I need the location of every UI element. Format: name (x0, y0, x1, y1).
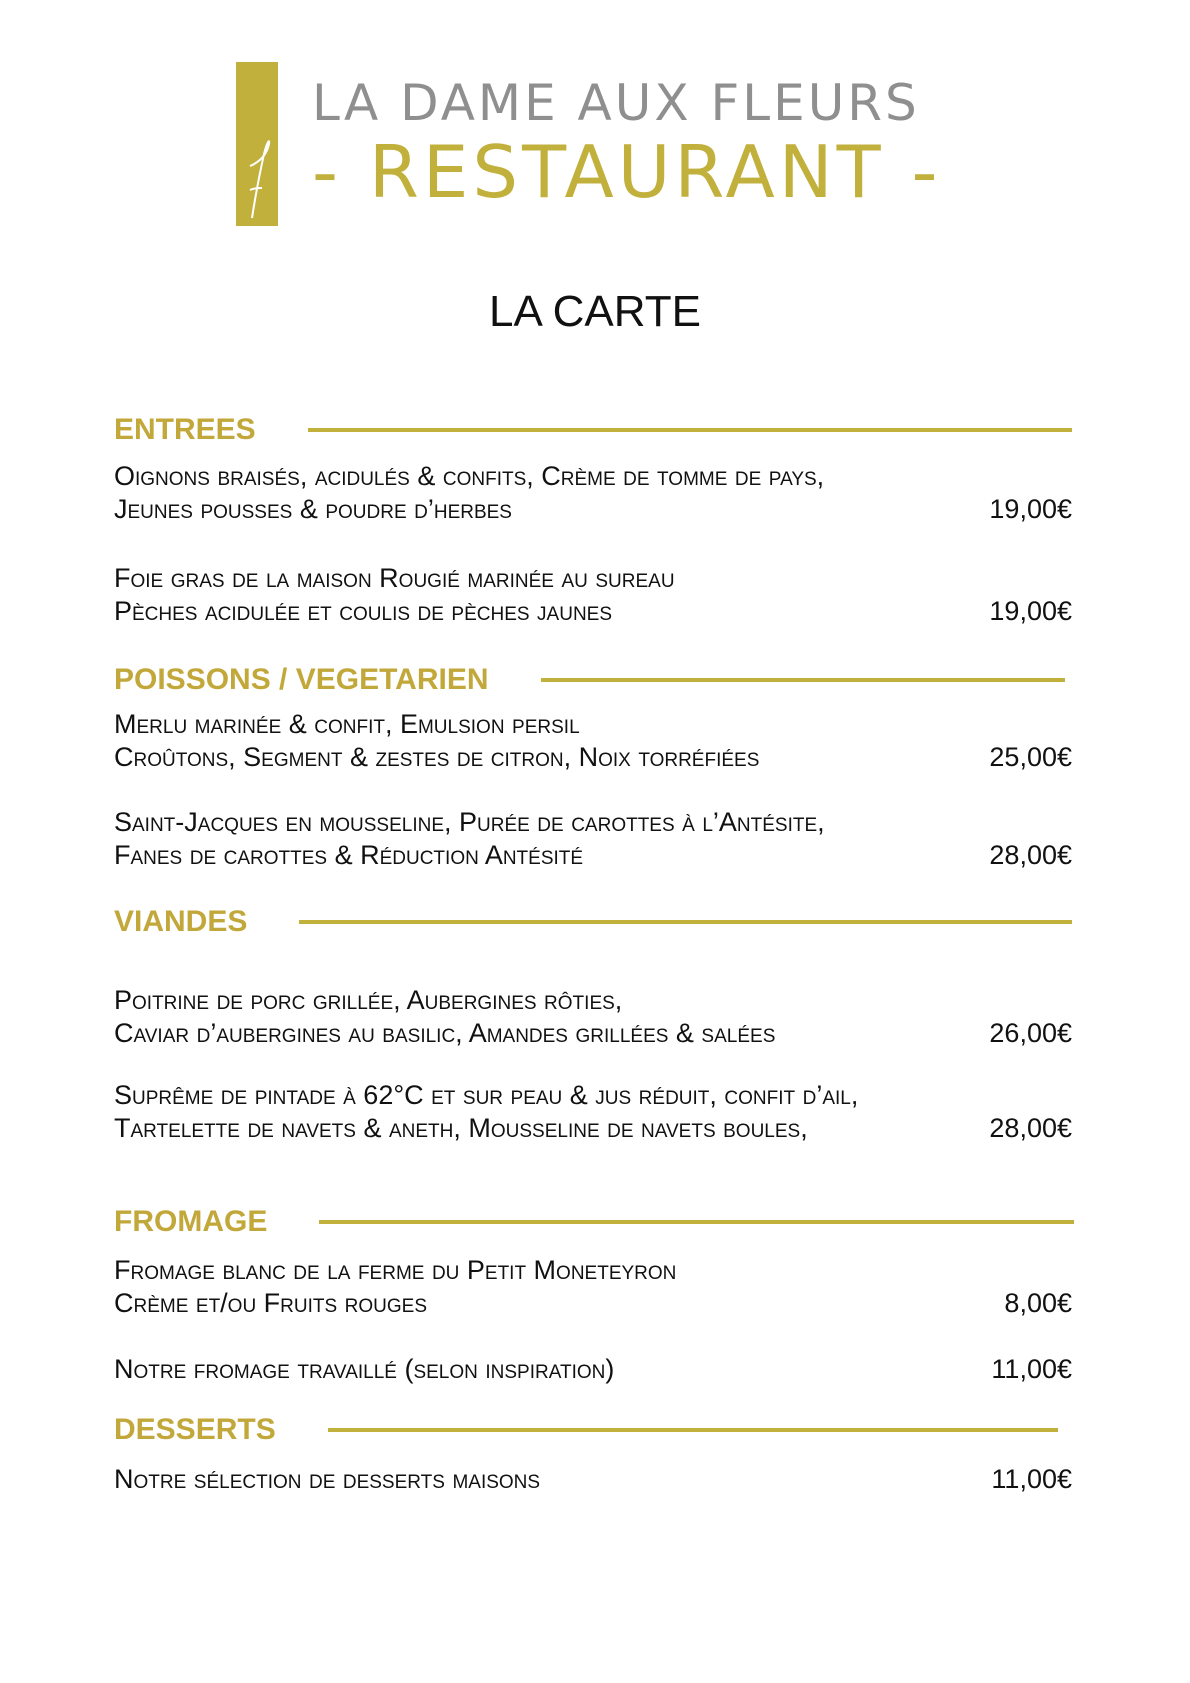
menu-item (114, 708, 1072, 774)
menu-item (114, 1254, 1072, 1320)
section-rule (319, 1220, 1074, 1224)
section-rule (308, 428, 1072, 432)
item-description-line: Tartelette de navets & aneth, Mousseline de navets boules, (114, 1113, 808, 1143)
section-title: VIANDES (114, 905, 248, 938)
item-description-line: Poitrine de porc grillée, Aubergines rôties, (114, 985, 623, 1015)
section-rule (328, 1428, 1058, 1432)
item-description-line: Notre sélection de desserts maisons (114, 1464, 541, 1494)
item-price: 8,00€ (1004, 1288, 1072, 1318)
item-description-line: Merlu marinée & confit, Emulsion persil (114, 709, 580, 739)
section-rule (299, 920, 1072, 924)
section-header-fromage (114, 1202, 1074, 1242)
menu-item (114, 460, 1072, 526)
item-description-line: Saint-Jacques en mousseline, Purée de carottes à l’Antésite, (114, 807, 825, 837)
item-description-line: Fromage blanc de la ferme du Petit Moneteyron (114, 1255, 677, 1285)
menu-item (114, 1079, 1072, 1145)
item-description-line: Suprême de pintade à 62°C et sur peau & jus réduit, confit d’ail, (114, 1080, 859, 1110)
logo-name: LA DAME AUX FLEURS (312, 74, 920, 132)
menu-item (114, 984, 1072, 1050)
item-price: 25,00€ (989, 742, 1072, 772)
item-price: 26,00€ (989, 1018, 1072, 1048)
section-header-desserts (114, 1410, 1058, 1450)
section-header-viandes (114, 902, 1072, 942)
item-price: 28,00€ (989, 1113, 1072, 1143)
item-price: 11,00€ (991, 1464, 1072, 1494)
section-title: FROMAGE (114, 1205, 268, 1238)
menu-item (114, 1353, 1072, 1386)
item-description-line: Fanes de carottes & Réduction Antésité (114, 840, 584, 870)
item-price: 19,00€ (989, 596, 1072, 626)
restaurant-logo (236, 62, 996, 226)
item-description-line: Jeunes pousses & poudre d’herbes (114, 494, 512, 524)
menu-item (114, 562, 1072, 628)
logo-bar (236, 62, 278, 226)
logo-f-flourish-icon (236, 62, 278, 226)
item-description-line: Croûtons, Segment & zestes de citron, Noix torréfiées (114, 742, 760, 772)
menu-item (114, 1463, 1072, 1496)
section-title: POISSONS / VEGETARIEN (114, 663, 489, 696)
section-header-entrees (114, 410, 1072, 450)
item-description-line: Caviar d’aubergines au basilic, Amandes grillées & salées (114, 1018, 776, 1048)
section-title: DESSERTS (114, 1413, 276, 1446)
page-title: LA CARTE (489, 287, 701, 336)
item-description-line: Notre fromage travaillé (selon inspiration) (114, 1354, 615, 1384)
section-header-poissons (114, 660, 1065, 700)
item-description-line: Oignons braisés, acidulés & confits, Crème de tomme de pays, (114, 461, 825, 491)
item-price: 19,00€ (989, 494, 1072, 524)
section-title: ENTREES (114, 413, 256, 446)
logo-subtitle: - RESTAURANT - (312, 130, 942, 214)
section-rule (541, 678, 1065, 682)
item-price: 28,00€ (989, 840, 1072, 870)
item-price: 11,00€ (991, 1354, 1072, 1384)
menu-item (114, 806, 1072, 872)
item-description-line: Foie gras de la maison Rougié marinée au sureau (114, 563, 675, 593)
item-description-line: Pèches acidulée et coulis de pèches jaunes (114, 596, 613, 626)
item-description-line: Crème et/ou Fruits rouges (114, 1288, 428, 1318)
